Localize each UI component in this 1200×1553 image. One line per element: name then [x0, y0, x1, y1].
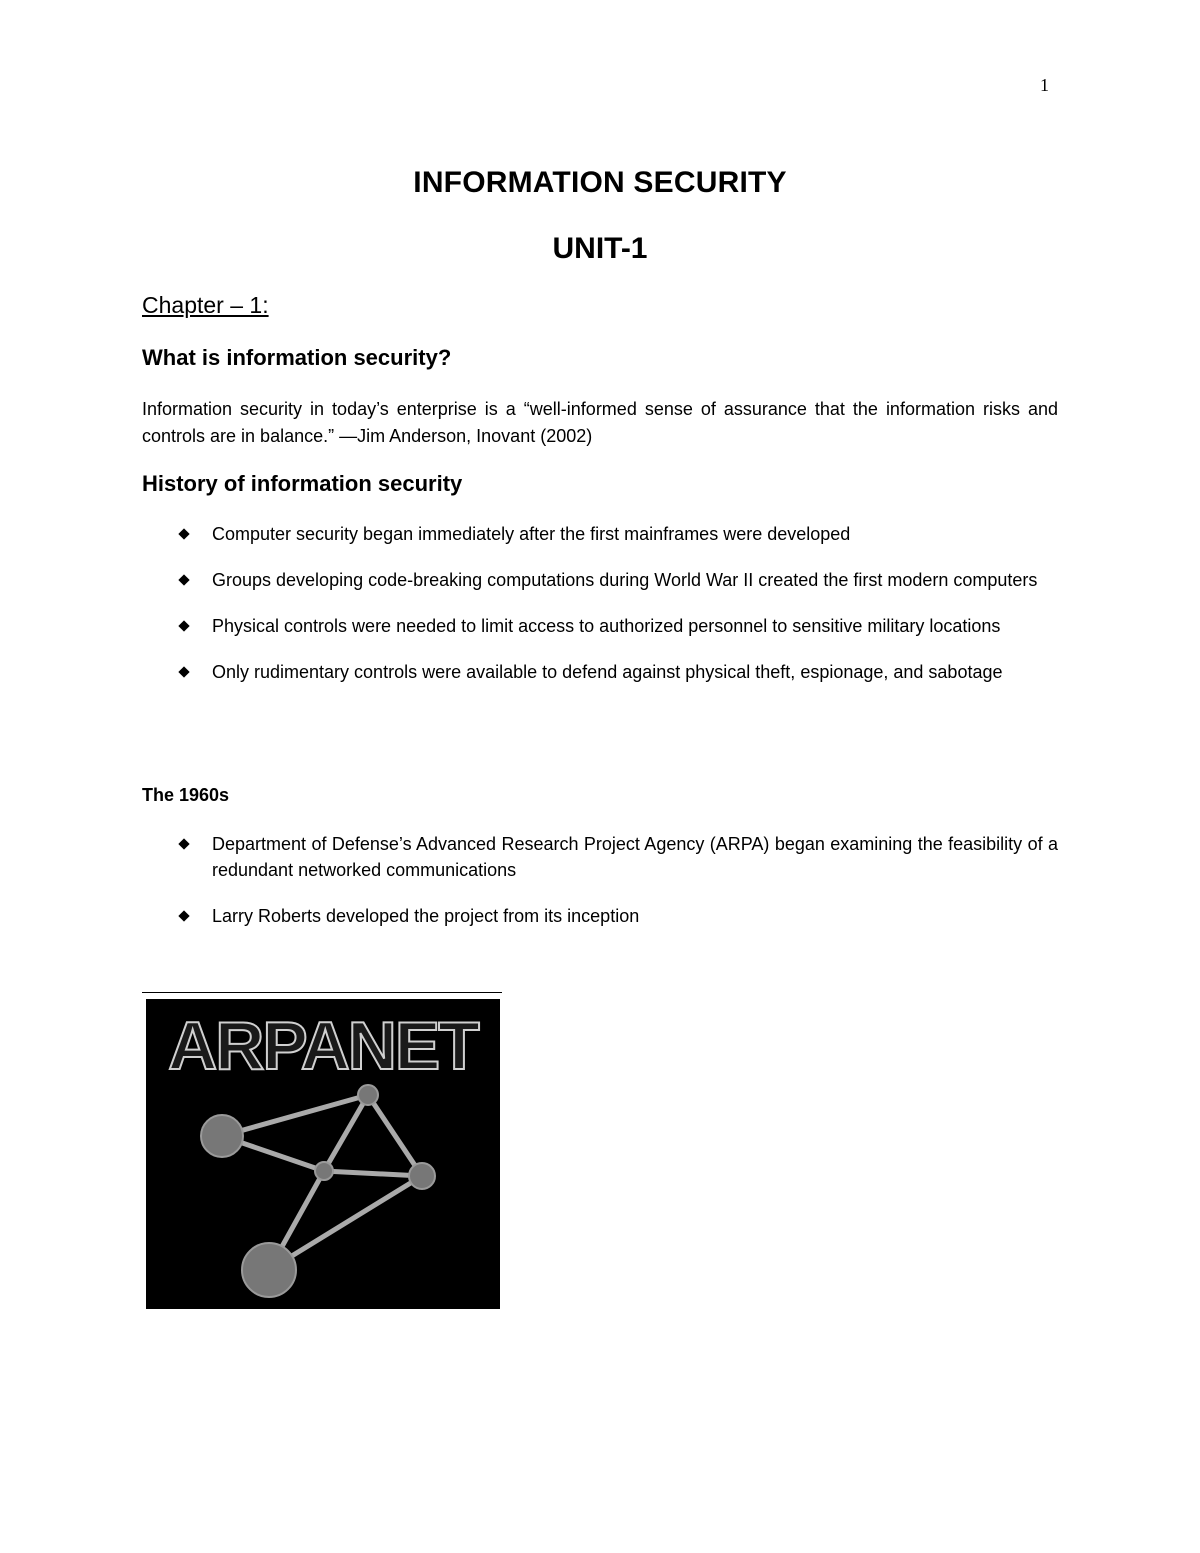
network-link — [368, 1095, 422, 1176]
network-node — [242, 1243, 296, 1297]
arpanet-figure — [146, 999, 500, 1309]
list-item — [142, 613, 1058, 639]
diamond-bullet-icon — [178, 910, 189, 921]
arpanet-logo-text: ARPANET — [168, 1008, 478, 1084]
network-node — [409, 1163, 435, 1189]
diamond-bullet-icon — [178, 620, 189, 631]
diamond-bullet-icon — [178, 838, 189, 849]
section-heading-history: History of information security — [142, 471, 463, 496]
list-item — [142, 831, 1058, 883]
horizontal-rule — [142, 992, 502, 993]
1960s-bullet-list — [142, 831, 1058, 949]
document-title: INFORMATION SECURITY — [413, 166, 787, 199]
list-item — [142, 659, 1058, 685]
list-item-text: Department of Defense’s Advanced Research Project Agency (ARPA) began examining the feasibility of a redundant networked communications — [212, 834, 1058, 880]
diamond-bullet-icon — [178, 574, 189, 585]
network-node — [358, 1085, 378, 1105]
list-item-text: Only rudimentary controls were available to defend against physical theft, espionage, and sabotage — [212, 662, 1003, 682]
definition-paragraph: Information security in today’s enterprise is a “well-informed sense of assurance that the information risks and controls are in balance.” —Jim Anderson, Inovant (2002) — [142, 399, 1058, 446]
network-link — [324, 1171, 422, 1176]
network-node — [315, 1162, 333, 1180]
network-links — [222, 1095, 422, 1270]
network-node — [201, 1115, 243, 1157]
page-number: 1 — [1040, 75, 1049, 95]
section-heading-1960s: The 1960s — [142, 785, 230, 805]
diamond-bullet-icon — [178, 528, 189, 539]
list-item-text: Larry Roberts developed the project from its inception — [212, 906, 640, 926]
chapter-heading: Chapter – 1: — [142, 292, 269, 318]
list-item — [142, 567, 1058, 593]
list-item-text: Computer security began immediately after the first mainframes were developed — [212, 524, 851, 544]
list-item-text: Groups developing code-breaking computations during World War II created the first modern computers — [212, 570, 1038, 590]
list-item-text: Physical controls were needed to limit access to authorized personnel to sensitive military locations — [212, 616, 1001, 636]
diamond-bullet-icon — [178, 666, 189, 677]
arpanet-network-image — [146, 999, 500, 1309]
history-bullet-list — [142, 521, 1058, 705]
list-item — [142, 521, 1058, 547]
section-heading-what-is: What is information security? — [142, 345, 452, 370]
list-item — [142, 903, 1058, 929]
unit-title: UNIT-1 — [552, 232, 648, 265]
